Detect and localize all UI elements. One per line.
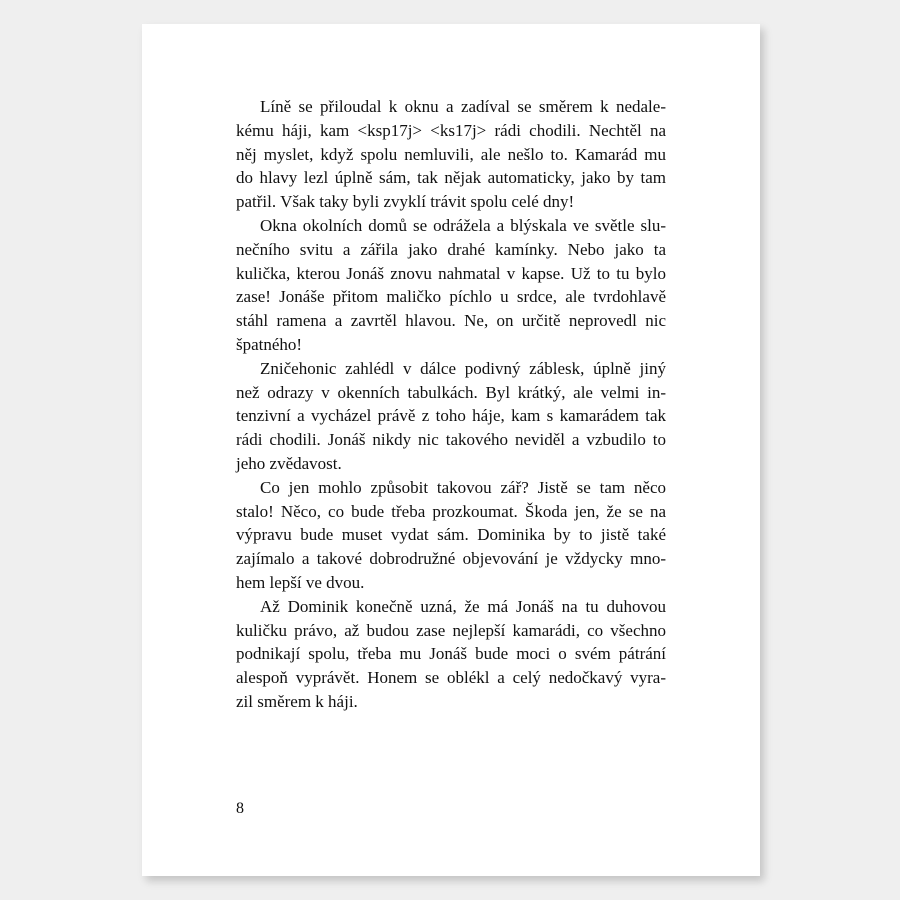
text-line: rádi chodili. Jonáš nikdy nic takového neviděl a vzbudilo to	[236, 430, 666, 450]
text-line: kulička, kterou Jonáš znovu nahmatal v kapse. Už to tu bylo	[236, 263, 666, 283]
text-line: stalo! Něco, co bude třeba prozkoumat. Škoda jen, že se na	[236, 501, 666, 521]
text-line: hem lepší ve dvou.	[236, 572, 365, 592]
text-line: kému háji, kam <ksp17j> <ks17j> rádi chodili. Nechtěl na	[236, 120, 666, 140]
body-text	[236, 95, 666, 714]
paragraph	[236, 476, 666, 595]
text-line: Okna okolních domů se odrážela a blýskala ve světle slu-	[260, 215, 666, 235]
text-line: nečního svitu a zářila jako drahé kamínky. Nebo jako ta	[236, 239, 666, 259]
text-line: výpravu bude muset vydat sám. Dominika by to jistě také	[236, 525, 666, 545]
paragraph	[236, 95, 666, 214]
text-line: něj myslet, když spolu nemluvili, ale nešlo to. Kamarád mu	[236, 144, 666, 164]
text-line: než odrazy v okenních tabulkách. Byl krátký, ale velmi in-	[236, 382, 666, 402]
text-line: kuličku právo, až budou zase nejlepší kamarádi, co všechno	[236, 620, 666, 640]
text-line: zajímalo a takové dobrodružné objevování je vždycky mno-	[236, 549, 666, 569]
text-line: patřil. Však taky byli zvyklí trávit spolu celé dny!	[236, 192, 575, 212]
text-line: do hlavy lezl úplně sám, tak nějak automaticky, jako by tam	[236, 168, 666, 188]
text-line: Líně se přiloudal k oknu a zadíval se směrem k nedale-	[260, 97, 666, 116]
paragraph	[236, 214, 666, 357]
page-number: 8	[236, 800, 244, 817]
text-line: zase! Jonáše přitom maličko píchlo u srdce, ale tvrdohlavě	[236, 287, 666, 307]
paragraph	[236, 357, 666, 476]
text-line: Co jen mohlo způsobit takovou zář? Jistě se tam něco	[260, 477, 666, 497]
paragraph	[236, 595, 666, 714]
text-line: Zničehonic zahlédl v dálce podivný záblesk, úplně jiný	[260, 358, 666, 378]
text-line: stáhl ramena a zavrtěl hlavou. Ne, on určitě neprovedl nic	[236, 311, 666, 331]
text-line: tenzivní a vycházel právě z toho háje, kam s kamarádem tak	[236, 406, 666, 426]
text-line: jeho zvědavost.	[236, 453, 342, 473]
book-page	[142, 24, 760, 876]
text-line: alespoň vyprávět. Honem se oblékl a celý nedočkavý vyra-	[236, 668, 666, 688]
text-line: Až Dominik konečně uzná, že má Jonáš na tu duhovou	[260, 596, 666, 616]
text-line: špatného!	[236, 334, 303, 354]
text-line: zil směrem k háji.	[236, 691, 358, 711]
text-line: podnikají spolu, třeba mu Jonáš bude moci o svém pátrání	[236, 644, 666, 664]
